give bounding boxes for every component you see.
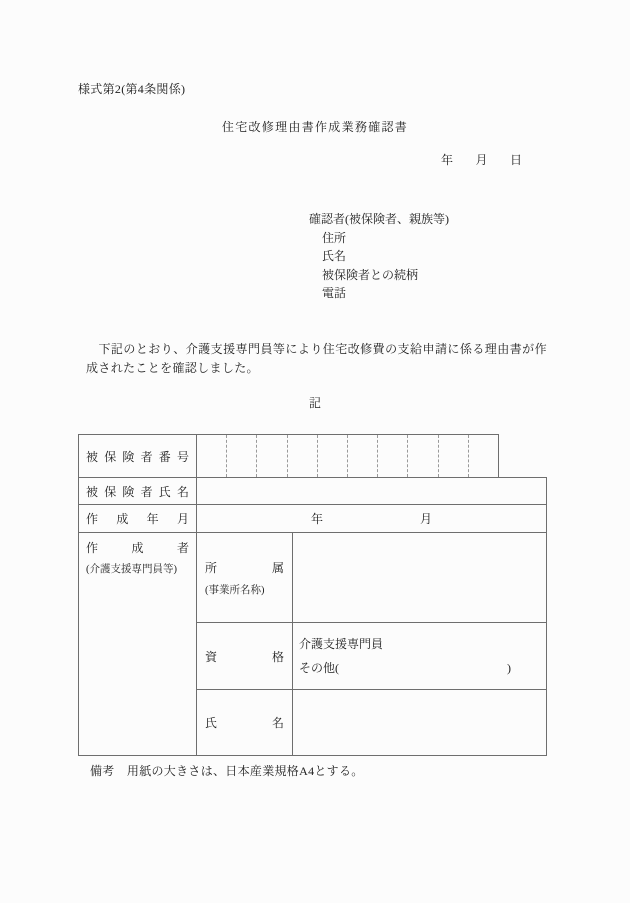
insured-number-label-cell <box>79 435 197 477</box>
insured-number-digit-cell <box>197 435 226 477</box>
remarks-note: 備考 用紙の大きさは、日本産業規格A4とする。 <box>90 764 364 778</box>
date-day-label: 日 <box>509 153 522 167</box>
list-marker: 記 <box>308 396 321 410</box>
subrow-qualification <box>197 622 546 689</box>
insured-number-digit-cell <box>438 435 468 477</box>
table-row-insured-number <box>78 434 499 478</box>
confirmer-block <box>309 210 449 303</box>
insured-number-digit-cell <box>226 435 256 477</box>
author-label-cell <box>79 533 197 755</box>
insured-number-digit-cell <box>407 435 437 477</box>
confirmer-address-label: 住所 <box>322 230 347 245</box>
author-subrows <box>197 533 546 755</box>
document-title: 住宅改修理由書作成業務確認書 <box>221 120 409 134</box>
insured-name-value-cell <box>197 478 546 504</box>
qualification-other-prefix: その他( <box>299 661 339 675</box>
affiliation-label: 所 属 <box>205 560 284 575</box>
author-name-label: 氏 名 <box>205 716 284 730</box>
insured-number-digit-cell <box>256 435 286 477</box>
creation-date-value-cell <box>197 505 546 532</box>
subrow-author-name <box>197 689 546 755</box>
confirmer-heading: 確認者(被保険者、親族等) <box>309 212 449 226</box>
insured-number-digit-grid <box>197 435 498 477</box>
insured-number-digit-cell <box>317 435 347 477</box>
insured-name-label-cell <box>79 478 197 504</box>
qualification-label: 資 格 <box>205 649 284 664</box>
table-row-author <box>78 532 547 756</box>
qualification-option-other <box>299 656 511 680</box>
insured-number-digit-cell <box>287 435 317 477</box>
qualification-value-cell <box>293 623 546 689</box>
date-year-label: 年 <box>441 153 454 167</box>
confirmer-name-label: 氏名 <box>322 249 347 264</box>
creation-date-label: 作 成 年 月 <box>86 512 189 526</box>
subrow-affiliation <box>197 533 546 622</box>
qualification-other-suffix: ) <box>507 661 511 675</box>
author-sublabel: (介護支援専門員等) <box>86 564 177 575</box>
affiliation-sublabel: (事業所名称) <box>205 584 265 596</box>
qualification-label-cell <box>197 623 293 689</box>
insured-number-digit-cell <box>347 435 377 477</box>
date-month-label: 月 <box>475 153 488 167</box>
author-name-value-cell <box>293 690 546 755</box>
author-name-label-cell <box>197 690 293 755</box>
creation-date-month-label: 月 <box>420 512 433 526</box>
insured-number-digit-cell <box>468 435 498 477</box>
confirmer-relationship-label: 被保険者との続柄 <box>322 267 419 282</box>
creation-date-year-label: 年 <box>310 512 323 526</box>
body-paragraph: 下記のとおり、介護支援専門員等により住宅改修費の支給申請に係る理由書が作成されたことを確認しました。 <box>86 342 547 375</box>
confirmer-phone-label: 電話 <box>322 286 347 301</box>
qualification-option-care-manager: 介護支援専門員 <box>299 637 384 651</box>
insured-number-label: 被 保 険 者 番 号 <box>86 449 189 464</box>
table-row-insured-name <box>78 477 547 505</box>
date-line <box>441 151 522 168</box>
insured-number-digit-cell <box>377 435 407 477</box>
creation-date-label-cell <box>79 505 197 532</box>
affiliation-label-cell <box>197 533 293 622</box>
affiliation-value-cell <box>293 533 546 622</box>
table-row-creation-date <box>78 504 547 533</box>
insured-name-label: 被 保 険 者 氏 名 <box>86 484 189 499</box>
author-label: 作 成 者 <box>86 541 189 555</box>
form-number: 様式第2(第4条関係) <box>78 82 186 96</box>
